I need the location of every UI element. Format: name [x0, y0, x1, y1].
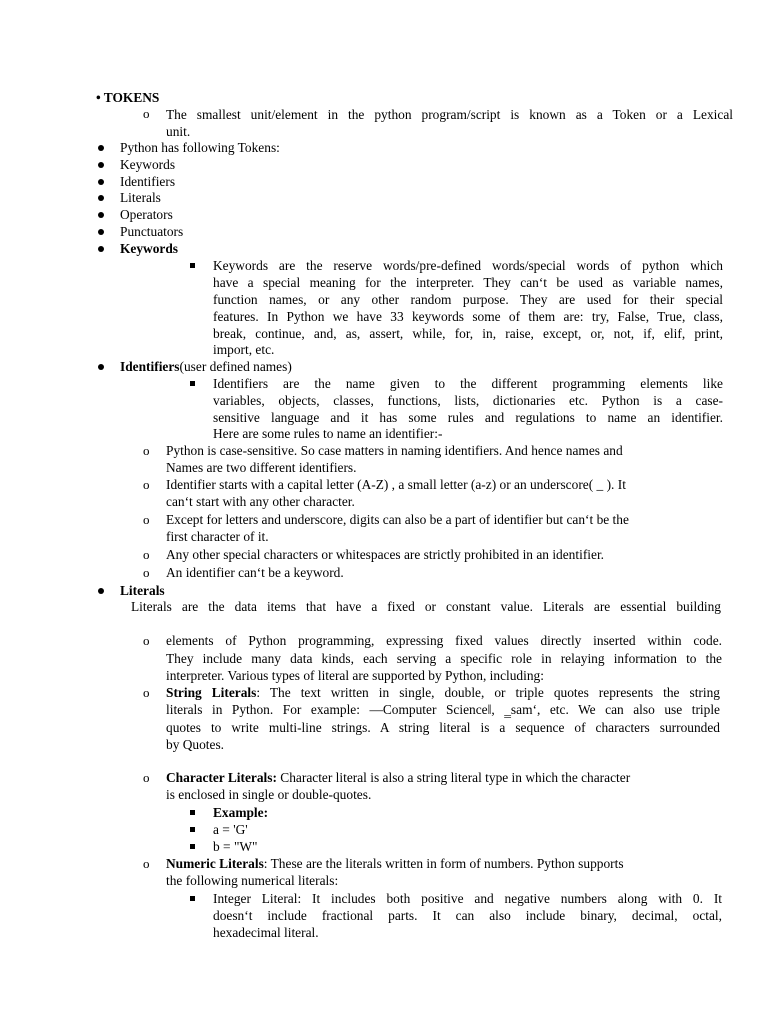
string-literals-line: quotes to write multi-line strings. A string literal is a sequence of characters surrounded: [166, 720, 720, 735]
identifiers-line: Identifiers are the name given to the different programming elements like: [213, 376, 723, 391]
numeric-literals-line: the following numerical literals:: [166, 873, 339, 888]
string-literals-line: literals in Python. For example: ―Computer Science‖, ‗sam‘, etc. We can also use triple: [166, 702, 720, 717]
string-literals-line: [166, 685, 720, 702]
string-literals-line: by Quotes.: [166, 737, 225, 752]
identifiers-line: Here are some rules to name an identifier:-: [213, 426, 443, 441]
circle-bullet-icon: o: [143, 512, 150, 527]
bullet-icon: [98, 229, 104, 235]
literals-elements-line: elements of Python programming, expressing fixed values directly inserted within code.: [166, 633, 722, 648]
literals-elements-line: interpreter. Various types of literal are supported by Python, including:: [166, 668, 544, 683]
string-literals-label: String Literals: [166, 685, 257, 700]
circle-bullet-icon: o: [143, 770, 150, 785]
circle-bullet-icon: o: [143, 443, 150, 458]
integer-literal-line: hexadecimal literal.: [213, 925, 319, 940]
circle-bullet-icon: o: [143, 547, 150, 562]
identifier-rule-line: can‘t start with any other character.: [166, 494, 355, 509]
identifiers-heading-text: Identifiers: [120, 359, 180, 374]
literals-heading: Literals: [120, 583, 165, 598]
square-bullet-icon: [190, 381, 195, 386]
character-literals-line: [166, 770, 630, 787]
bullet-icon: [98, 162, 104, 168]
token-list-item: Keywords: [120, 157, 176, 172]
token-list-item: Operators: [120, 207, 173, 222]
numeric-literals-label: Numeric Literals: [166, 856, 264, 871]
token-list-item: Literals: [120, 190, 161, 205]
numeric-literals-line: [166, 856, 624, 873]
square-bullet-icon: [190, 844, 195, 849]
tokens-definition-line-2: unit.: [166, 124, 191, 139]
numeric-literals-text: : These are the literals written in form of numbers. Python supports: [263, 856, 624, 871]
character-literals-line: is enclosed in single or double-quotes.: [166, 787, 372, 802]
keywords-line: break, continue, and, as, assert, while, for, in, raise, except, or, not, if, elif, print,: [213, 326, 723, 341]
tokens-has-following: Python has following Tokens:: [120, 140, 280, 155]
bullet-icon: [98, 179, 104, 185]
character-literals-label: Character Literals:: [166, 770, 277, 785]
circle-bullet-icon: o: [143, 685, 150, 700]
integer-literal-line: Integer Literal: It includes both positive and negative numbers along with 0. It: [213, 891, 722, 906]
identifier-rule-line: first character of it.: [166, 529, 269, 544]
square-bullet-icon: [190, 810, 195, 815]
tokens-heading-text: TOKENS: [103, 90, 160, 105]
string-literals-text: : The text written in single, double, or triple quotes represents the string: [256, 685, 720, 700]
identifiers-line: sensitive language and it has some rules and regulations to name an identifier.: [213, 410, 723, 425]
example-line: a = 'G': [213, 822, 248, 837]
circle-bullet-icon: o: [143, 477, 150, 492]
identifiers-heading-suffix: (user defined names): [179, 359, 292, 374]
integer-literal-line: doesn‘t include fractional parts. It can also include binary, decimal, octal,: [213, 908, 722, 923]
identifier-rule-line: Except for letters and underscore, digits can also be a part of identifier but can‘t be the: [166, 512, 629, 527]
circle-bullet-icon: o: [143, 856, 150, 871]
circle-bullet-icon: o: [143, 565, 150, 580]
bullet-icon: [98, 195, 104, 201]
keywords-heading: Keywords: [120, 241, 179, 256]
identifiers-line: variables, objects, classes, functions, lists, dictionaries etc. Python is a case-: [213, 393, 723, 408]
square-bullet-icon: [190, 896, 195, 901]
circle-bullet-icon: o: [143, 633, 150, 648]
token-list-item: Identifiers: [120, 174, 176, 189]
keywords-line: import, etc.: [213, 342, 275, 357]
identifier-rule-line: Names are two different identifiers.: [166, 460, 357, 475]
example-label: Example:: [213, 805, 269, 820]
identifiers-heading: [120, 359, 292, 376]
keywords-line: Keywords are the reserve words/pre-defined words/special words of python which: [213, 258, 723, 273]
bullet-icon: [98, 588, 104, 594]
square-bullet-icon: [190, 263, 195, 268]
circle-bullet-icon: o: [143, 106, 150, 121]
identifier-rule-line: Identifier starts with a capital letter (A-Z) , a small letter (a-z) or an underscore( _ ). It: [166, 477, 626, 492]
example-line: b = "W": [213, 839, 258, 854]
keywords-line: function names, or any other random purpose. They are used for their special: [213, 292, 723, 307]
square-bullet-icon: [190, 827, 195, 832]
tokens-definition-line-1: The smallest unit/element in the python program/script is known as a Token or a Lexical: [166, 107, 733, 122]
bullet-icon: [98, 246, 104, 252]
keywords-line: have a special meaning for the interpreter. They can‘t be used as variable names,: [213, 275, 723, 290]
identifier-rule-line: Python is case-sensitive. So case matters in naming identifiers. And hence names and: [166, 443, 623, 458]
tokens-heading: • TOKENS: [96, 90, 160, 105]
literals-intro: Literals are the data items that have a fixed or constant value. Literals are essential building: [131, 599, 721, 614]
literals-elements-line: They include many data kinds, each serving a specific role in relaying information to the: [166, 651, 722, 666]
bullet-icon: [98, 212, 104, 218]
token-list-item: Punctuators: [120, 224, 184, 239]
identifier-rule-line: Any other special characters or whitespaces are strictly prohibited in an identifier.: [166, 547, 605, 562]
identifier-rule-line: An identifier can‘t be a keyword.: [166, 565, 344, 580]
keywords-line: features. In Python we have 33 keywords some of them are: try, False, True, class,: [213, 309, 723, 324]
bullet-icon: [98, 145, 104, 151]
character-literals-text: Character literal is also a string literal type in which the character: [276, 770, 631, 785]
bullet-icon: [98, 364, 104, 370]
